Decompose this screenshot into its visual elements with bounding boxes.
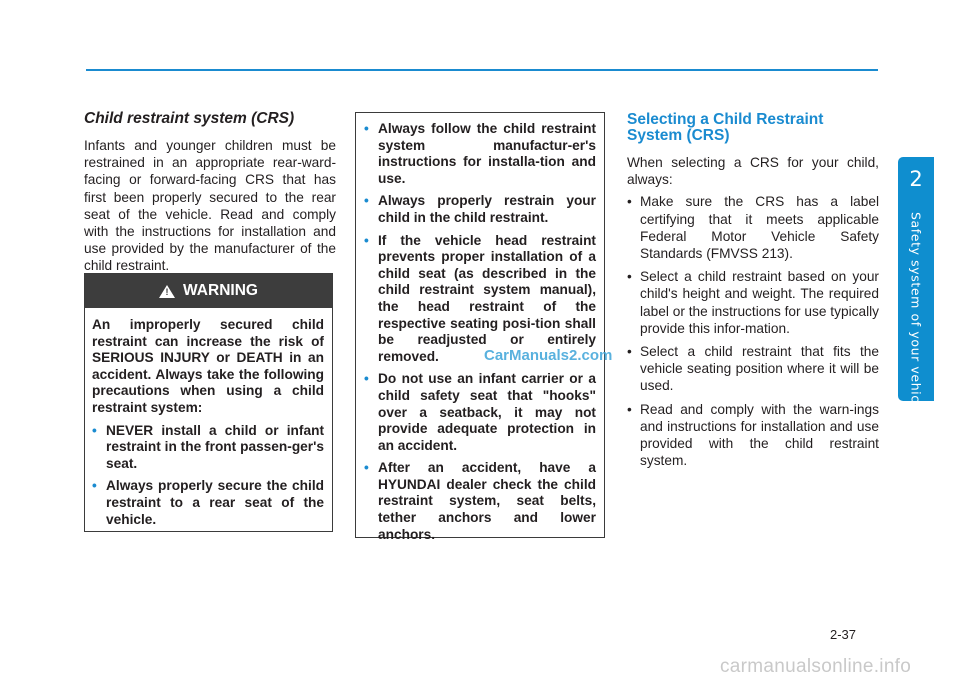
watermark-bottom: carmanualsonline.info [720, 656, 912, 677]
selecting-crs-intro: When selecting a CRS for your child, always: [627, 155, 879, 188]
crs-heading: Child restraint system (CRS) [84, 110, 295, 127]
bullet-icon: • [364, 232, 369, 248]
warning-list [92, 423, 324, 529]
bullet-icon: • [364, 121, 369, 136]
bullet-icon: • [627, 401, 632, 417]
header-rule [86, 69, 878, 71]
warning-item: • Always properly secure the child restraint to a rear seat of the vehicle. [92, 478, 324, 527]
warning-item: • If the vehicle head restraint prevents proper installation of a child seat (as described in the child restraint system manual), the head restraint of the respective seating posi-tion shall be readjusted or entirely removed. [364, 232, 596, 364]
warning-triangle-icon: ! [159, 285, 175, 298]
crs-paragraph: Infants and younger children must be restrained in an appropriate rear-ward-facing or forward-facing CRS that has first been properly secured to the rear seat of the vehicle. Read and comply with the instructions for installation and use provided by the manufacturer of the child restraint. [84, 138, 336, 274]
chapter-title: Safety system of your vehicle [908, 212, 924, 416]
selecting-crs-column [627, 112, 879, 475]
bullet-icon: • [627, 344, 632, 360]
list-item: • Read and comply with the warn-ings and instructions for installation and use provided with the child restraint system. [627, 401, 879, 469]
warning-title: WARNING [183, 282, 258, 299]
watermark-middle: CarManuals2.com [484, 347, 613, 364]
list-item: • Select a child restraint based on your child's height and weight. The required label or the instructions for use typically provide this infor-mation. [627, 269, 879, 336]
warning-intro: An improperly secured child restraint can increase the risk of SERIOUS INJURY or DEATH in an accident. Always take the following precautions when using a child restraint system: [92, 317, 324, 415]
warning-header [85, 274, 332, 308]
page-number: 2-37 [830, 627, 857, 642]
warning-continuation-list [364, 121, 596, 543]
warning-box [84, 273, 333, 532]
warning-item: • After an accident, have a HYUNDAI dealer check the child restraint system, seat belts, tether anchors and lower anchors. [364, 460, 596, 542]
warning-item: • NEVER install a child or infant restraint in the front passen-ger's seat. [92, 422, 324, 471]
warning-item: • Do not use an infant carrier or a child safety seat that "hooks" over a seatback, it may not provide adequate protection in an accident. [364, 371, 596, 453]
warning-item: • Always properly restrain your child in the child restraint. [364, 193, 596, 225]
chapter-tab [898, 157, 934, 416]
bullet-icon: • [92, 422, 97, 438]
bullet-icon: • [627, 194, 632, 210]
selecting-crs-list [627, 193, 879, 469]
bullet-icon: • [627, 269, 632, 285]
warning-body [85, 308, 332, 528]
warning-continuation-box [355, 112, 605, 542]
list-item: • Select a child restraint that fits the vehicle seating position where it will be used. [627, 344, 879, 394]
crs-intro-column [84, 110, 336, 275]
warning-item: • Always follow the child restraint system manufactur-er's instructions for installa-tion and use. [364, 121, 596, 186]
bullet-icon: • [364, 460, 369, 476]
selecting-crs-heading: Selecting a Child Restraint System (CRS) [627, 111, 824, 144]
list-item: • Make sure the CRS has a label certifying that it meets applicable Federal Motor Vehicle Safety Standards (FMVSS 213). [627, 194, 879, 262]
bullet-icon: • [364, 371, 369, 387]
chapter-number: 2 [909, 167, 923, 191]
bullet-icon: • [92, 478, 97, 494]
bullet-icon: • [364, 193, 369, 209]
